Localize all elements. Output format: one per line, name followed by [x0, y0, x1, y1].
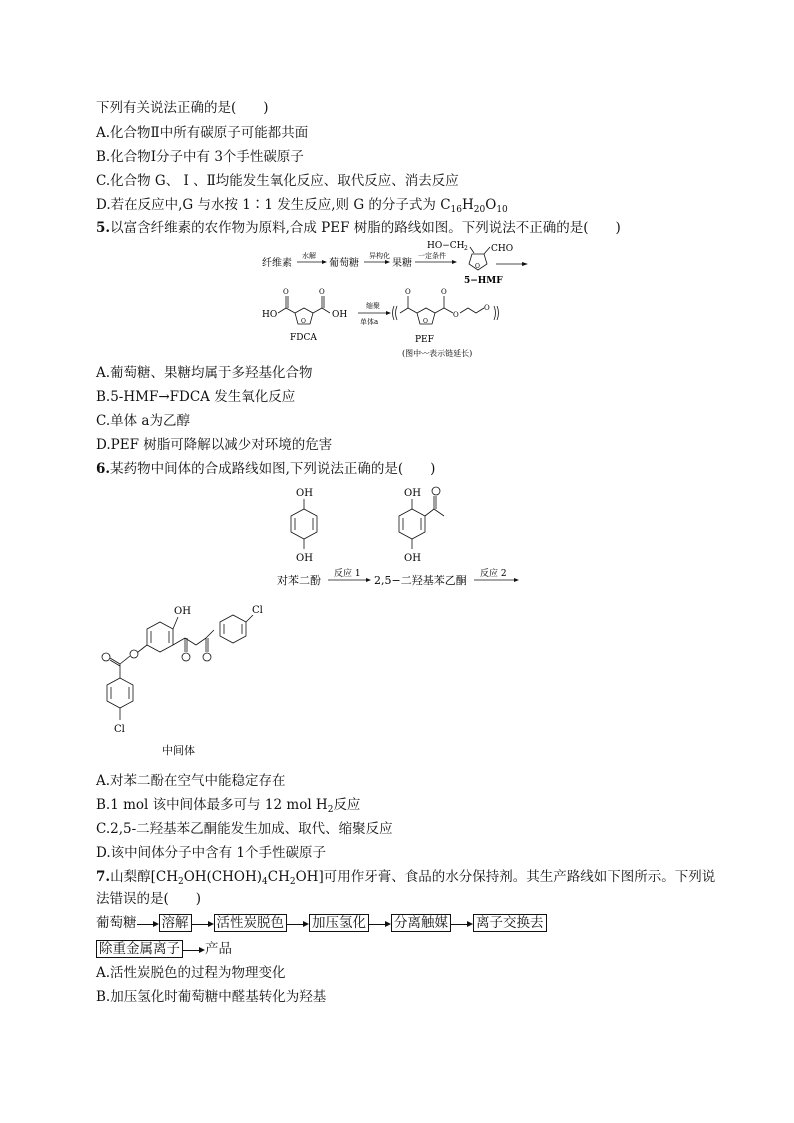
hydrolysis-label: 水解: [302, 252, 316, 260]
isomerize-label: 异构化: [369, 252, 390, 260]
q4-option-d: D.若在反应中,G 与水按 1∶1 发生反应,则 G 的分子式为 $C_{16}H_{20}O_{10}$: [96, 197, 508, 215]
chain-extension-note: (图中〰表示链延长): [402, 349, 473, 358]
svg-text:OH: OH: [404, 553, 421, 564]
sorbitol-flowchart-continued: [96, 940, 232, 958]
svg-text:O: O: [423, 318, 428, 325]
flow-arrow: [192, 920, 214, 928]
svg-text:O: O: [475, 263, 480, 270]
svg-text:5−HMF: 5−HMF: [464, 276, 503, 286]
q6-option-c: C.2,5-二羟基苯乙酮能发生加成、取代、缩聚反应: [96, 821, 393, 837]
svg-text:OH: OH: [332, 310, 348, 320]
svg-text:PEF: PEF: [415, 335, 434, 345]
polycondensation-label: 缩聚: [366, 302, 380, 310]
flow-product: 产品: [205, 941, 232, 957]
svg-text:FDCA: FDCA: [290, 333, 317, 343]
flow-dissolve: 溶解: [159, 914, 192, 932]
q7-stem-continued: 法错误的是( ): [96, 891, 202, 907]
reaction-1-label: 反应 1: [334, 569, 361, 579]
svg-text:O: O: [283, 288, 289, 296]
q6-stem: 6.某药物中间体的合成路线如图,下列说法正确的是( ): [96, 461, 436, 477]
q5-option-d: D.PEF 树脂可降解以减少对环境的危害: [96, 437, 333, 453]
flow-remove-heavy-metals: 除重金属离子: [96, 940, 183, 958]
hydroquinone-scheme: [264, 482, 524, 592]
svg-text:O: O: [319, 288, 325, 296]
flow-arrow: [287, 920, 309, 928]
q6-option-b: B.1 mol 该中间体最多可与 12 mol $H_2$反应: [96, 797, 361, 815]
svg-text:O: O: [484, 304, 490, 312]
q6-option-a: A.对苯二酚在空气中能稳定存在: [96, 773, 286, 789]
q5-option-a: A.葡萄糖、果糖均属于多羟基化合物: [96, 365, 313, 381]
intermediate-structure: [98, 600, 278, 760]
svg-text:CHO: CHO: [491, 244, 514, 254]
dihydroxyacetophenone-structure: [399, 487, 444, 564]
intermediate-label: 中间体: [162, 744, 195, 757]
svg-text:OH: OH: [404, 488, 421, 499]
svg-text:Cl: Cl: [252, 605, 263, 616]
svg-text:HO: HO: [262, 310, 278, 320]
svg-text:Cl: Cl: [114, 724, 125, 735]
fdca-structure: [262, 288, 347, 343]
hmf-structure: [427, 241, 513, 286]
condition-label: 一定条件: [418, 252, 446, 260]
q4-option-c: C.化合物 G、 Ⅰ 、Ⅱ均能发生氧化反应、取代反应、消去反应: [96, 173, 459, 189]
svg-text:HO−CH: HO−CH: [427, 241, 465, 251]
sorbitol-flowchart: [96, 914, 547, 932]
svg-text:O: O: [405, 288, 411, 296]
fructose-label: 果糖: [392, 258, 412, 269]
flow-arrow: [137, 920, 159, 928]
glucose-label: 葡萄糖: [329, 258, 359, 269]
q4-option-b: B.化合物Ⅰ分子中有 3个手性碳原子: [96, 149, 304, 165]
flow-arrow: [451, 920, 473, 928]
hydroquinone-structure: [291, 488, 317, 564]
flow-arrow: [183, 946, 205, 954]
flow-arrow: [369, 920, 391, 928]
svg-text:O: O: [301, 318, 306, 325]
svg-text:O: O: [441, 288, 447, 296]
flow-separate-catalyst: 分离触媒: [391, 914, 451, 932]
q7-option-a: A.活性炭脱色的过程为物理变化: [96, 965, 286, 981]
reaction-2-label: 反应 2: [480, 569, 507, 579]
q6-option-d: D.该中间体分子中含有 1个手性碳原子: [96, 845, 327, 861]
q5-stem: 5.以富含纤维素的农作物为原料,合成 PEF 树脂的路线如图。下列说法不正确的是( ): [96, 220, 621, 236]
q4-option-a: A.化合物Ⅱ中所有碳原子可能都共面: [96, 125, 309, 141]
svg-text:OH: OH: [296, 553, 313, 564]
flow-glucose: 葡萄糖: [96, 915, 137, 931]
flow-decolorize: 活性炭脱色: [214, 914, 288, 932]
q5-option-c: C.单体 a为乙醇: [96, 413, 190, 429]
svg-text:O: O: [453, 311, 459, 319]
q7-option-b: B.加压氢化时葡萄糖中醛基转化为羟基: [96, 989, 327, 1005]
hydroquinone-label: 对苯二酚: [277, 574, 321, 587]
q4-stem: 下列有关说法正确的是( ): [96, 100, 269, 116]
flow-hydrogenation: 加压氢化: [309, 914, 369, 932]
cellulose-label: 纤维素: [262, 258, 292, 269]
svg-text:OH: OH: [174, 606, 191, 617]
q5-option-b: B.5-HMF→FDCA 发生氧化反应: [96, 389, 296, 405]
svg-text:OH: OH: [296, 488, 313, 499]
q7-stem: 7.山梨醇$[CH_2OH(CHOH)_4CH_2OH]$可用作牙膏、食品的水分保持剂。其生产路线如下图所示。下列说: [96, 869, 716, 887]
dihydroxyacetophenone-label: 2,5−二羟基苯乙酮: [374, 574, 467, 587]
pef-synthesis-scheme: [250, 236, 550, 364]
monomer-a-label: 单体a: [360, 318, 379, 326]
svg-text:2: 2: [464, 245, 468, 252]
pef-structure: [393, 288, 499, 358]
flow-ion-exchange: 离子交换去: [473, 914, 547, 932]
